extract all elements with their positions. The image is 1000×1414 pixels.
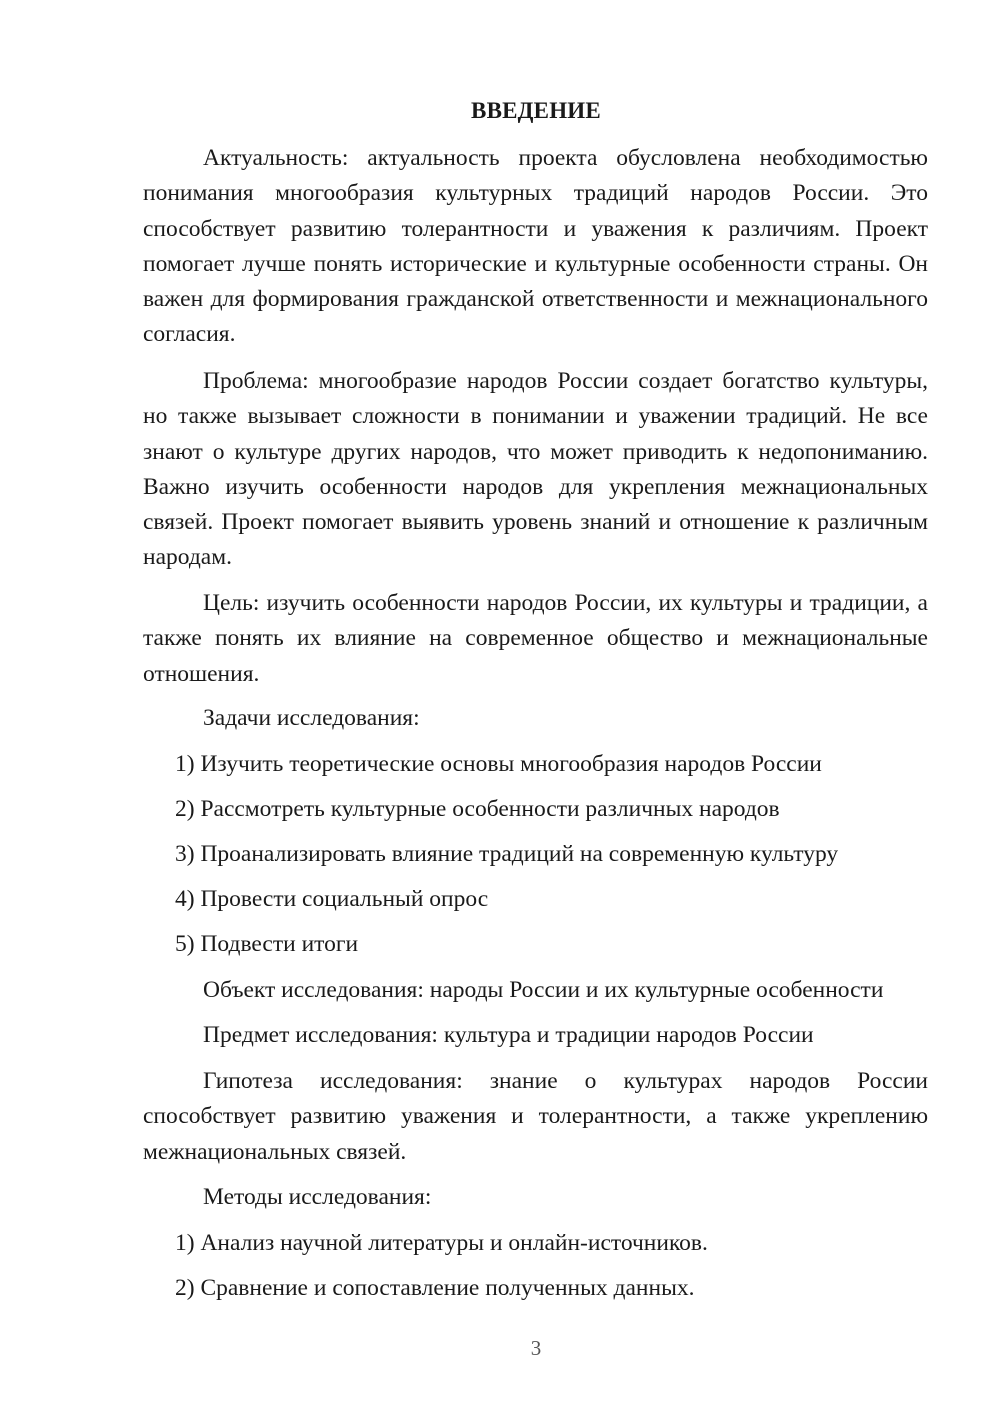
- research-object: [143, 973, 928, 1008]
- page-number: 3: [530, 1336, 542, 1360]
- methods-heading: [143, 1180, 928, 1215]
- task-item-text: 2) Рассмотреть культурные особенности различных народов: [175, 796, 780, 822]
- task-item-text: 3) Проанализировать влияние традиций на современную культуру: [175, 841, 839, 867]
- tasks-heading: [143, 701, 928, 736]
- task-item: [143, 837, 928, 872]
- problem-text: Проблема: многообразие народов России создает богатство культуры, но также вызывает сложности в понимании и уважении традиций. Не все знают о культуре других народов, что может приводить к недопониманию. Важно изучить особенности народов для укрепления межнациональных связей. Проект помогает выявить уровень знаний и отношение к различным народам.: [143, 368, 928, 571]
- relevance-text: Актуальность: актуальность проекта обусловлена необходимостью понимания многообразия культурных традиций народов России. Это способствует развитию толерантности и уважения к различиям. Проект помогает лучше понять исторические и культурные особенности страны. Он важен для формирования гражданской ответственности и межнационального согласия.: [143, 145, 928, 348]
- method-item: [143, 1271, 928, 1306]
- paragraph-relevance: [143, 141, 928, 353]
- task-item: [143, 927, 928, 962]
- task-item: [143, 747, 928, 782]
- paragraph-hypothesis: [143, 1064, 928, 1170]
- method-item-text: 1) Анализ научной литературы и онлайн-источников.: [175, 1230, 708, 1256]
- tasks-heading-text: Задачи исследования:: [203, 705, 420, 731]
- method-item: [143, 1226, 928, 1261]
- task-item: [143, 882, 928, 917]
- methods-heading-text: Методы исследования:: [203, 1184, 432, 1210]
- task-item-text: 4) Провести социальный опрос: [175, 886, 489, 912]
- page-title: ВВЕДЕНИЕ: [471, 98, 601, 123]
- research-subject: [143, 1018, 928, 1053]
- task-item-text: 1) Изучить теоретические основы многообразия народов России: [175, 751, 822, 777]
- research-subject-text: Предмет исследования: культура и традиции народов России: [203, 1022, 814, 1048]
- hypothesis-text: Гипотеза исследования: знание о культурах народов России способствует развитию уважения и толерантности, а также укреплению межнациональных связей.: [143, 1068, 928, 1165]
- research-object-text: Объект исследования: народы России и их культурные особенности: [203, 977, 884, 1003]
- method-item-text: 2) Сравнение и сопоставление полученных данных.: [175, 1275, 695, 1301]
- goal-text: Цель: изучить особенности народов России, их культуры и традиции, а также понять их влияние на современное общество и межнациональные отношения.: [143, 590, 928, 687]
- task-item-text: 5) Подвести итоги: [175, 931, 359, 957]
- paragraph-goal: [143, 586, 928, 692]
- task-item: [143, 792, 928, 827]
- paragraph-problem: [143, 364, 928, 576]
